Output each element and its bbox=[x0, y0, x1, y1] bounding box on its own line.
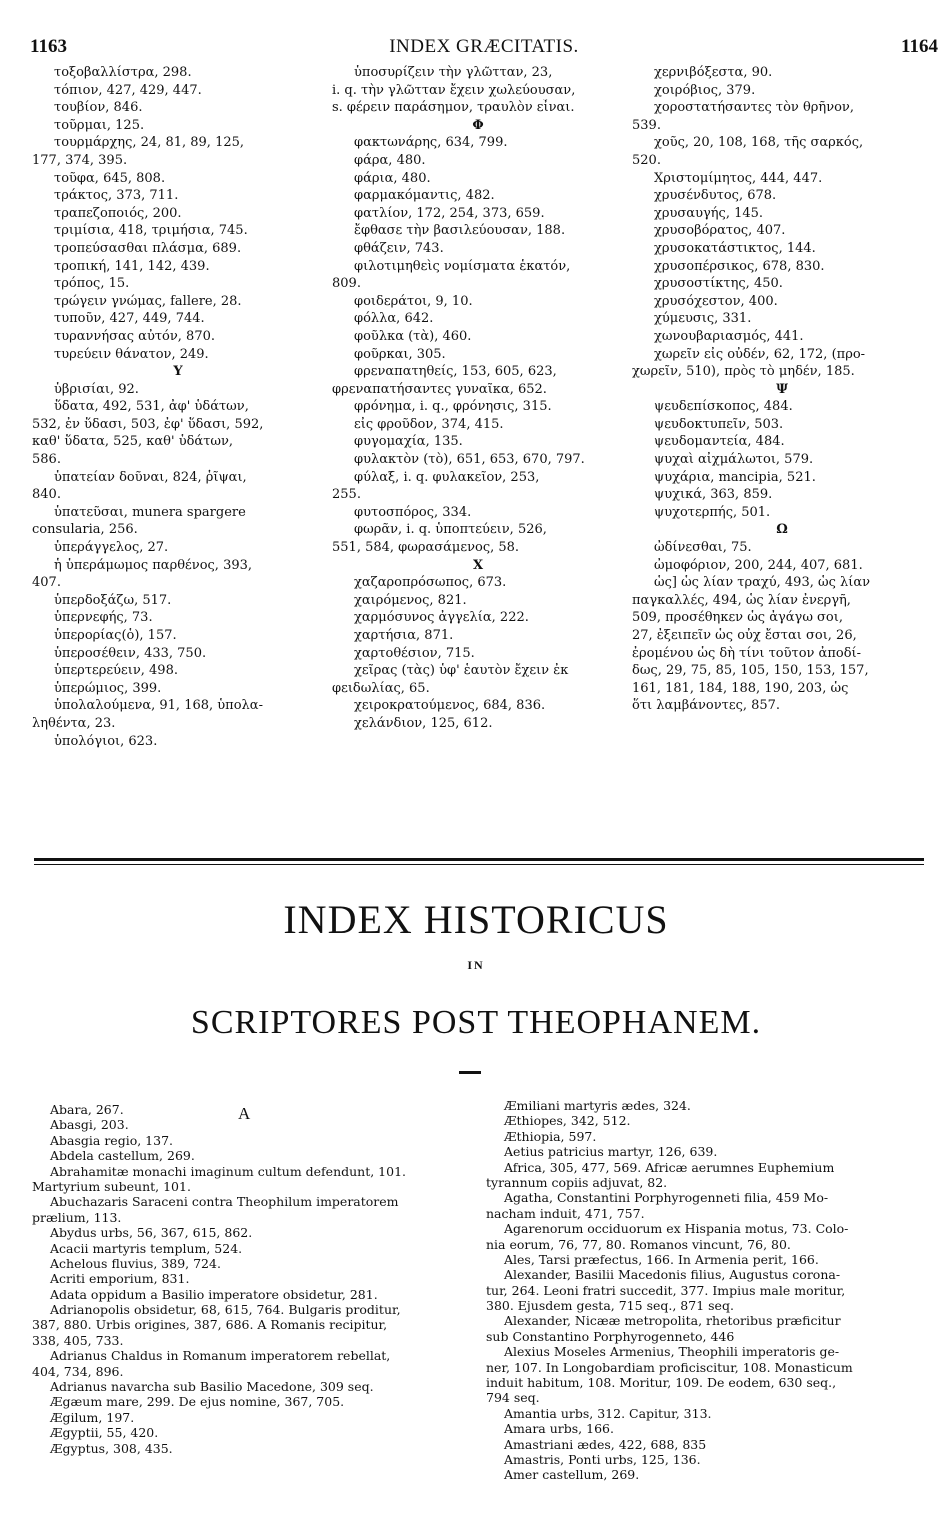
index-entry-line: 27, ἐξειπεῖν ὡς οὐχ ἔσται σοι, 26, bbox=[632, 628, 857, 643]
index-entry-line: Amastris, Ponti urbs, 125, 136. bbox=[504, 1451, 701, 1467]
index-entry-line: χαρμόσυνος ἀγγελία, 222. bbox=[354, 610, 529, 626]
index-entry-line: nia eorum, 76, 77, 80. Romanos vincunt, 76, 80. bbox=[486, 1236, 791, 1252]
index-entry-line: Agarenorum occiduorum ex Hispania motus, 73. Colo- bbox=[504, 1221, 849, 1237]
index-entry-line: ψυχοτερπής, 501. bbox=[654, 504, 771, 520]
index-entry-line: ψευδομαντεία, 484. bbox=[654, 434, 785, 450]
index-entry-line: Acriti emporium, 831. bbox=[50, 1271, 190, 1287]
index-entry-line: ψυχικά, 363, 859. bbox=[654, 487, 773, 503]
index-entry-line: 380. Ejusdem gesta, 715 seq., 871 seq. bbox=[486, 1298, 734, 1314]
index-entry-line: 586. bbox=[32, 452, 61, 468]
index-entry-line: φαρμακόμαντις, 482. bbox=[354, 188, 495, 204]
index-entry-line: χοροστατήσαντες τὸν θρῆνον, bbox=[654, 100, 854, 116]
index-entry-line: ψευδεπίσκοπος, 484. bbox=[654, 399, 793, 415]
index-entry-line: Aetius patricius martyr, 126, 639. bbox=[504, 1144, 718, 1160]
index-entry-line: ὡς] ὡς λίαν τραχύ, 493, ὡς λίαν bbox=[654, 575, 871, 591]
index-entry-line: 404, 734, 896. bbox=[32, 1363, 124, 1379]
index-entry-line: Africa, 305, 477, 569. Africæ aerumnes Euphemium bbox=[504, 1159, 835, 1175]
index-letter-heading: Ψ bbox=[776, 381, 788, 397]
historicus-column-1 bbox=[32, 1102, 468, 1456]
index-entry-line: χρυσοκατάστικτος, 144. bbox=[654, 240, 816, 256]
index-entry-line: χρυσόχεστον, 400. bbox=[654, 293, 778, 309]
index-entry-line: τραπεζοποιός, 200. bbox=[54, 205, 182, 221]
index-entry-line: ὑπατείαν δοῦναι, 824, ῥῖψαι, bbox=[54, 469, 247, 485]
index-entry-line: prælium, 113. bbox=[32, 1209, 122, 1225]
index-entry-line: τυρεύειν θάνατον, 249. bbox=[54, 346, 209, 362]
index-entry-line: ὑπολόγιοι, 623. bbox=[54, 733, 158, 749]
index-entry-line: ὑπολαλούμενα, 91, 168, ὑπολα- bbox=[54, 698, 263, 714]
index-entry-line: ληθέντα, 23. bbox=[32, 715, 116, 731]
index-entry-line: τράκτος, 373, 711. bbox=[54, 188, 179, 204]
section-title-in: IN bbox=[467, 958, 485, 972]
index-letter-heading: Ω bbox=[776, 522, 788, 538]
index-letter-heading: Φ bbox=[472, 117, 484, 133]
index-entry-line: Abasgi, 203. bbox=[50, 1117, 129, 1133]
index-entry-line: Amastriani ædes, 422, 688, 835 bbox=[504, 1436, 707, 1452]
index-entry-line: φειδωλίας, 65. bbox=[332, 680, 430, 696]
index-entry-line: i. q. τὴν γλῶτταν ἔχειν χωλεύουσαν, bbox=[332, 82, 576, 98]
index-entry-line: Abuchazaris Saraceni contra Theophilum imperatorem bbox=[50, 1194, 399, 1210]
index-entry-line: Adrianus Chaldus in Romanum imperatorem rebellat, bbox=[50, 1348, 391, 1364]
greek-index-column-1 bbox=[32, 64, 324, 750]
index-entry-line: induit habitum, 108. Moritur, 109. De eodem, 630 seq., bbox=[486, 1375, 837, 1391]
index-entry-line: τυραννήσας αὐτόν, 870. bbox=[54, 328, 215, 344]
index-entry-line: χερνιβόξεστα, 90. bbox=[654, 65, 773, 80]
index-entry-line: χωρεῖν, 510), πρὸς τὸ μηδέν, 185. bbox=[632, 364, 855, 380]
index-entry-line: τόπιον, 427, 429, 447. bbox=[54, 82, 202, 98]
index-entry-line: φωρᾶν, i. q. ὑποπτεύειν, 526, bbox=[354, 522, 547, 538]
index-entry-line: Amara urbs, 166. bbox=[504, 1421, 614, 1437]
index-entry-line: φθάζειν, 743. bbox=[354, 240, 444, 256]
index-entry-line: ψυχαὶ αἰχμάλωτοι, 579. bbox=[654, 452, 814, 468]
index-entry-line: ὕδατα, 492, 531, ἀφ' ὑδάτων, bbox=[54, 399, 249, 415]
index-entry-line: 338, 405, 733. bbox=[32, 1332, 124, 1348]
section-divider-thick bbox=[34, 858, 924, 861]
index-entry-line: Abdela castellum, 269. bbox=[50, 1148, 195, 1164]
index-entry-line: Abasgia regio, 137. bbox=[50, 1132, 173, 1148]
index-entry-line: 520. bbox=[632, 152, 661, 168]
index-entry-line: 255. bbox=[332, 487, 361, 503]
index-entry-line: ψυχάρια, mancipia, 521. bbox=[654, 469, 816, 485]
index-entry-line: Adrianus navarcha sub Basilio Macedone, 309 seq. bbox=[50, 1379, 374, 1395]
index-entry-line: 840. bbox=[32, 487, 61, 503]
index-entry-line: τοξοβαλλίστρα, 298. bbox=[54, 65, 192, 80]
index-entry-line: χρυσαυγής, 145. bbox=[654, 205, 764, 221]
index-entry-line: τρώγειν γνώμας, fallere, 28. bbox=[54, 293, 242, 309]
index-entry-line: καθ' ὕδατα, 525, καθ' ὑδάτων, bbox=[32, 434, 234, 450]
index-entry-line: ὑπερνεφής, 73. bbox=[54, 610, 153, 626]
title-dash bbox=[459, 1071, 481, 1074]
index-entry-line: φύλαξ, i. q. φυλακεῖον, 253, bbox=[354, 469, 540, 485]
index-entry-line: φρεναπατήσαντες γυναῖκα, 652. bbox=[332, 381, 547, 397]
section-title: INDEX HISTORICUS bbox=[283, 897, 669, 942]
index-entry-line: 387, 880. Urbis origines, 387, 686. A Romanis recipitur, bbox=[32, 1317, 388, 1333]
index-entry-line: Amantia urbs, 312. Capitur, 313. bbox=[504, 1405, 712, 1421]
index-entry-line: Martyrium subeunt, 101. bbox=[32, 1178, 191, 1194]
index-entry-line: τρόπος, 15. bbox=[54, 276, 130, 292]
index-entry-line: ὑπερώμιος, 399. bbox=[54, 680, 162, 696]
section-divider-thin bbox=[34, 864, 924, 865]
index-entry-line: τοῦφα, 645, 808. bbox=[54, 170, 166, 186]
index-entry-line: ψευδοκτυπεῖν, 503. bbox=[654, 416, 784, 432]
index-entry-line: χωνουβαριασμός, 441. bbox=[654, 328, 804, 344]
index-entry-line: Ægyptii, 55, 420. bbox=[50, 1425, 159, 1441]
index-entry-line: φρεναπατηθείς, 153, 605, 623, bbox=[354, 364, 557, 380]
index-entry-line: εἰς φροῦδον, 374, 415. bbox=[354, 416, 504, 432]
index-entry-line: χεῖρας (τὰς) ὑφ' ἑαυτὸν ἔχειν ἐκ bbox=[354, 663, 569, 679]
index-entry-line: Adrianopolis obsidetur, 68, 615, 764. Bulgaris proditur, bbox=[50, 1302, 401, 1318]
index-entry-line: 161, 181, 184, 188, 190, 203, ὡς bbox=[632, 680, 849, 696]
index-entry-line: χοιρόβιος, 379. bbox=[654, 82, 756, 98]
index-entry-line: φοῦρκαι, 305. bbox=[354, 346, 446, 362]
index-entry-line: ὑβρισίαι, 92. bbox=[54, 381, 139, 397]
historicus-column-2 bbox=[486, 1098, 920, 1483]
index-entry-line: ὑπερορίας(ὁ), 157. bbox=[54, 628, 177, 643]
index-entry-line: tyrannum copiis adjuvat, 82. bbox=[486, 1174, 668, 1190]
index-entry-line: φοιδεράτοι, 9, 10. bbox=[354, 293, 473, 309]
index-entry-line: χύμευσις, 331. bbox=[654, 311, 752, 327]
index-entry-line: Æthiopia, 597. bbox=[504, 1128, 597, 1144]
index-entry-line: χαρτήσια, 871. bbox=[354, 628, 454, 643]
index-entry-line: Adata oppidum a Basilio imperatore obsidetur, 281. bbox=[50, 1286, 378, 1302]
index-entry-line: ὑπερτερεύειν, 498. bbox=[54, 663, 178, 679]
index-entry-line: τοῦρμαι, 125. bbox=[54, 117, 145, 133]
index-entry-line: Agatha, Constantini Porphyrogenneti filia, 459 Mo- bbox=[504, 1190, 829, 1206]
index-entry-line: χρυσοπέρσικος, 678, 830. bbox=[654, 258, 825, 274]
index-entry-line: φοῦλκα (τὰ), 460. bbox=[354, 328, 472, 344]
index-entry-line: 177, 374, 395. bbox=[32, 152, 128, 168]
index-entry-line: Achelous fluvius, 389, 724. bbox=[50, 1255, 221, 1271]
running-title: INDEX GRÆCITATIS. bbox=[389, 36, 579, 57]
index-entry-line: φυλακτὸν (τὸ), 651, 653, 670, 797. bbox=[354, 452, 585, 468]
greek-index-column-3 bbox=[632, 64, 932, 715]
index-entry-line: τροπεύσασθαι πλάσμα, 689. bbox=[54, 240, 242, 256]
index-entry-line: Ægilum, 197. bbox=[50, 1409, 135, 1425]
index-entry-line: δως, 29, 75, 85, 105, 150, 153, 157, bbox=[632, 663, 869, 679]
section-subtitle: SCRIPTORES POST THEOPHANEM. bbox=[190, 1004, 762, 1041]
index-entry-line: χοῦς, 20, 108, 168, τῆς σαρκός, bbox=[654, 135, 864, 151]
index-entry-line: 794 seq. bbox=[486, 1390, 540, 1406]
index-entry-line: ὠμοφόριον, 200, 244, 407, 681. bbox=[654, 557, 863, 573]
index-entry-line: χαζαροπρόσωπος, 673. bbox=[354, 575, 507, 591]
index-entry-line: Alexander, Nicææ metropolita, rhetoribus præficitur bbox=[504, 1313, 841, 1329]
index-entry-line: tur, 264. Leoni fratri succedit, 377. Impius male moritur, bbox=[486, 1282, 846, 1298]
index-entry-line: τουβίον, 846. bbox=[54, 100, 143, 116]
index-entry-line: χελάνδιον, 125, 612. bbox=[354, 715, 493, 731]
index-entry-line: χαιρόμενος, 821. bbox=[354, 592, 467, 608]
index-entry-line: Abrahamitæ monachi imaginum cultum defendunt, 101. bbox=[50, 1163, 407, 1179]
index-entry-line: sub Constantino Porphyrogenneto, 446 bbox=[486, 1328, 735, 1344]
index-entry-line: Alexius Moseles Armenius, Theophili imperatoris ge- bbox=[504, 1344, 840, 1360]
index-entry-line: Ægæum mare, 299. De ejus nomine, 367, 705. bbox=[50, 1394, 345, 1410]
index-entry-line: 407. bbox=[32, 575, 61, 591]
index-entry-line: ὑπεράγγελος, 27. bbox=[54, 540, 169, 556]
index-entry-line: nacham induit, 471, 757. bbox=[486, 1205, 645, 1221]
index-entry-line: 539. bbox=[632, 117, 661, 133]
index-entry-line: χειροκρατούμενος, 684, 836. bbox=[354, 698, 546, 714]
index-letter-heading: Υ bbox=[173, 364, 183, 380]
index-entry-line: s. φέρειν παράσημον, τραυλὸν εἶναι. bbox=[332, 100, 575, 116]
index-entry-line: τροπική, 141, 142, 439. bbox=[54, 258, 210, 274]
index-entry-line: Χριστομίμητος, 444, 447. bbox=[654, 170, 823, 186]
index-entry-line: ὑπατεῦσαι, munera spargere bbox=[54, 504, 246, 520]
index-entry-line: χωρεῖν εἰς οὐδέν, 62, 172, (προ- bbox=[654, 346, 866, 362]
index-letter-heading: Χ bbox=[472, 557, 484, 573]
index-entry-line: φρόνημα, i. q., φρόνησις, 315. bbox=[354, 399, 552, 415]
running-head bbox=[30, 36, 938, 58]
index-entry-line: χαρτοθέσιον, 715. bbox=[354, 645, 475, 661]
index-entry-line: φυγομαχία, 135. bbox=[354, 434, 463, 450]
index-entry-line: φάρια, 480. bbox=[354, 170, 431, 186]
index-entry-line: τριμίσια, 418, τριμήσια, 745. bbox=[54, 223, 248, 239]
index-entry-line: ἡ ὑπεράμωμος παρθένος, 393, bbox=[54, 557, 253, 573]
index-entry-line: Æmiliani martyris ædes, 324. bbox=[504, 1098, 691, 1113]
index-entry-line: 551, 584, φωρασάμενος, 58. bbox=[332, 540, 520, 556]
index-entry-line: φατλίον, 172, 254, 373, 659. bbox=[354, 205, 545, 221]
index-entry-line: φιλοτιμηθεὶς νομίσματα ἑκατόν, bbox=[354, 258, 571, 274]
index-entry-line: παγκαλλές, 494, ὡς λίαν ἐνεργῆ, bbox=[632, 592, 851, 608]
index-entry-line: 809. bbox=[332, 276, 361, 292]
index-entry-line: τουρμάρχης, 24, 81, 89, 125, bbox=[54, 135, 245, 151]
index-entry-line: φακτωνάρης, 634, 799. bbox=[354, 135, 508, 151]
index-entry-line: Abara, 267. bbox=[50, 1102, 124, 1117]
page-number-right: 1164 bbox=[901, 36, 938, 57]
index-entry-line: φόλλα, 642. bbox=[354, 311, 434, 327]
index-entry-line: Acacii martyris templum, 524. bbox=[50, 1240, 243, 1256]
index-entry-line: Ales, Tarsi præfectus, 166. In Armenia perit, 166. bbox=[504, 1251, 819, 1267]
index-entry-line: ὠδίνεσθαι, 75. bbox=[654, 540, 752, 556]
index-entry-line: τυποῦν, 427, 449, 744. bbox=[54, 311, 205, 327]
index-entry-line: χρυσοβόρατος, 407. bbox=[654, 223, 786, 239]
index-entry-line: ner, 107. In Longobardiam proficiscitur, 108. Monasticum bbox=[486, 1359, 853, 1375]
index-letter-heading: A bbox=[238, 1104, 251, 1123]
index-entry-line: χρυσένδυτος, 678. bbox=[654, 188, 777, 204]
index-entry-line: χρυσοστίκτης, 450. bbox=[654, 276, 783, 292]
index-entry-line: φυτοσπόρος, 334. bbox=[354, 504, 472, 520]
index-entry-line: ὅτι λαμβάνοντες, 857. bbox=[632, 698, 781, 714]
index-entry-line: Æthiopes, 342, 512. bbox=[504, 1113, 631, 1129]
index-entry-line: Amer castellum, 269. bbox=[504, 1467, 640, 1483]
index-entry-line: ὑπεροσέθειν, 433, 750. bbox=[54, 645, 207, 661]
index-entry-line: Ægyptus, 308, 435. bbox=[50, 1440, 173, 1456]
index-entry-line: Abydus urbs, 56, 367, 615, 862. bbox=[50, 1225, 253, 1241]
index-entry-line: 509, προσέθηκεν ὡς ἀγάγω σοι, bbox=[632, 610, 843, 626]
index-entry-line: φάρα, 480. bbox=[354, 152, 426, 168]
index-entry-line: ὑπερδοξάζω, 517. bbox=[54, 592, 172, 608]
index-entry-line: ἔφθασε τὴν βασιλεύουσαν, 188. bbox=[354, 223, 566, 239]
index-entry-line: Alexander, Basilii Macedonis filius, Augustus corona- bbox=[504, 1267, 841, 1283]
index-entry-line: consularia, 256. bbox=[32, 522, 138, 538]
index-entry-line: 532, ἐν ὕδασι, 503, ἐφ' ὕδασι, 592, bbox=[32, 416, 264, 432]
index-entry-line: ἐρομένου ὡς δὴ τίνι τοῦτον ἀποδί- bbox=[632, 645, 862, 661]
greek-index-column-2 bbox=[332, 64, 624, 733]
index-entry-line: ὑποσυρίζειν τὴν γλῶτταν, 23, bbox=[354, 65, 553, 80]
page-number-left: 1163 bbox=[30, 36, 67, 57]
